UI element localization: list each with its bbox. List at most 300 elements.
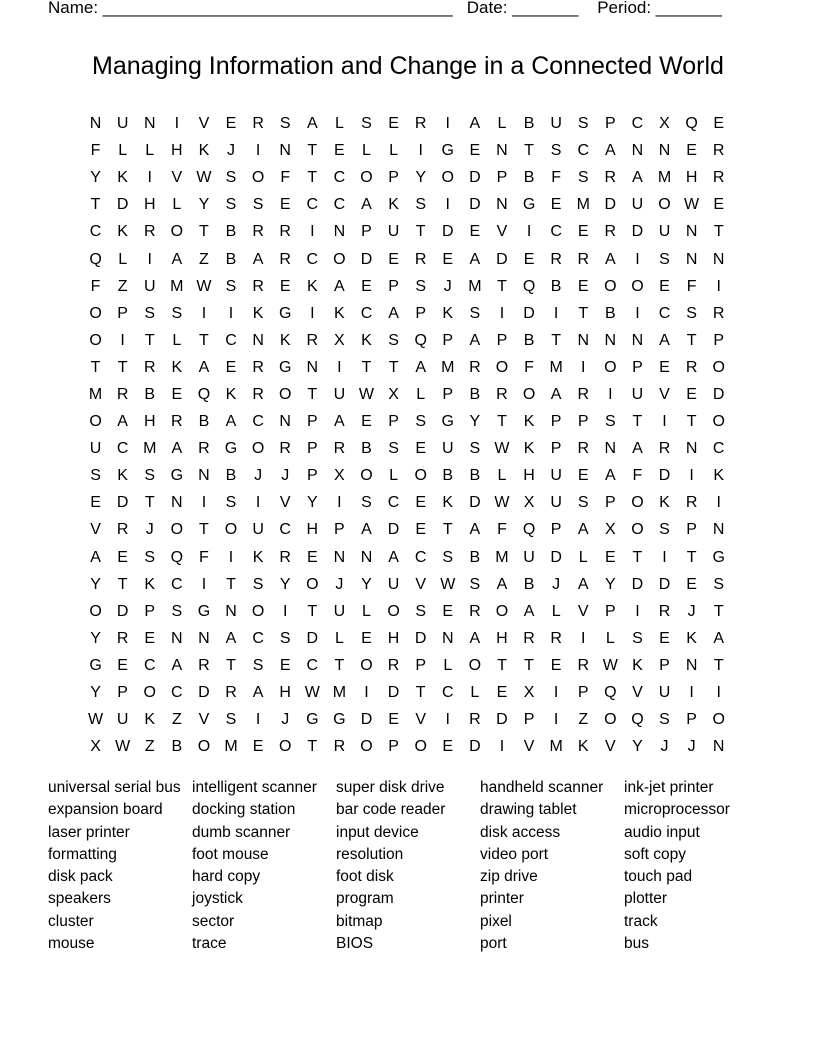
grid-letter: J [335, 575, 344, 593]
grid-letter: J [281, 711, 290, 729]
grid-letter: L [389, 467, 399, 485]
grid-letter: O [631, 277, 644, 295]
grid-letter: O [712, 413, 725, 431]
grid-letter: S [144, 467, 156, 485]
grid-letter: Q [89, 250, 102, 268]
grid-row [82, 462, 742, 489]
grid-letter: I [228, 548, 234, 566]
grid-letter: O [224, 521, 238, 539]
grid-letter: I [201, 304, 207, 322]
grid-letter: Y [90, 629, 101, 647]
grid-letter: D [550, 548, 562, 566]
grid-letter: D [441, 223, 454, 241]
grid-letter: I [662, 548, 667, 566]
word-list-item: cluster [48, 912, 94, 930]
grid-letter: H [143, 196, 156, 214]
grid-letter: K [713, 467, 725, 485]
grid-letter: C [116, 440, 129, 458]
grid-letter: E [442, 738, 454, 756]
grid-letter: E [117, 656, 128, 674]
grid-letter: R [469, 602, 481, 620]
grid-letter: U [658, 223, 671, 241]
grid-letter: A [604, 142, 616, 160]
grid-letter: Z [578, 711, 589, 729]
word-list-item: foot disk [336, 868, 394, 886]
grid-letter: B [442, 467, 454, 485]
grid-letter: T [199, 521, 209, 539]
grid-letter: M [495, 548, 509, 566]
grid-letter: R [658, 602, 671, 620]
grid-letter: E [686, 575, 697, 593]
grid-letter: I [499, 304, 505, 322]
word-column [192, 777, 336, 955]
grid-letter: O [631, 521, 644, 539]
grid-letter: A [252, 684, 264, 702]
grid-letter: E [577, 277, 589, 295]
grid-letter: L [362, 602, 371, 620]
word-list-item: laser printer [48, 823, 130, 841]
grid-letter: N [279, 142, 291, 160]
grid-letter: A [334, 413, 345, 431]
grid-row [82, 327, 742, 354]
grid-letter: N [360, 548, 373, 566]
grid-letter: N [252, 331, 264, 349]
grid-letter: O [495, 602, 509, 620]
grid-row [82, 218, 742, 245]
grid-letter: M [224, 738, 238, 756]
grid-letter: E [469, 142, 481, 160]
grid-letter: T [497, 413, 507, 431]
grid-letter: I [581, 629, 586, 647]
grid-letter: D [469, 169, 481, 187]
grid-letter: Y [604, 575, 616, 593]
grid-letter: P [713, 331, 725, 349]
grid-letter: T [415, 684, 426, 702]
grid-letter: A [171, 250, 183, 268]
grid-letter: R [279, 440, 291, 458]
grid-letter: A [604, 250, 616, 268]
grid-letter: S [144, 548, 156, 566]
word-list-item: disk pack [48, 868, 113, 886]
grid-letter: L [334, 629, 344, 647]
grid-letter: S [171, 602, 183, 620]
word-list-item: bitmap [336, 912, 383, 930]
grid-letter: C [658, 304, 671, 322]
grid-letter: O [89, 331, 102, 349]
grid-letter: A [577, 575, 589, 593]
grid-letter: E [117, 548, 128, 566]
grid-letter: E [550, 196, 562, 214]
grid-letter: P [388, 169, 399, 187]
grid-letter: S [388, 440, 399, 458]
grid-letter: I [689, 684, 694, 702]
grid-letter: S [415, 277, 426, 295]
grid-letter: D [414, 629, 427, 647]
grid-letter: N [631, 331, 644, 349]
grid-letter: R [604, 223, 617, 241]
grid-letter: R [496, 385, 508, 403]
grid-letter: D [469, 494, 481, 512]
grid-letter: T [361, 358, 372, 376]
word-list-item: mouse [48, 935, 95, 953]
grid-letter: H [523, 467, 535, 485]
grid-letter: S [659, 250, 670, 268]
grid-letter: V [659, 385, 670, 403]
grid-letter: V [523, 738, 535, 756]
grid-letter: H [685, 169, 698, 187]
grid-letter: I [553, 304, 559, 322]
grid-letter: R [279, 250, 291, 268]
grid-letter: O [251, 602, 265, 620]
grid-letter: V [171, 169, 183, 187]
grid-letter: P [577, 413, 589, 431]
grid-letter: J [443, 277, 452, 295]
grid-letter: B [225, 223, 237, 241]
grid-letter: E [252, 738, 264, 756]
grid-letter: T [226, 656, 236, 674]
grid-letter: Q [685, 115, 698, 133]
grid-letter: P [632, 358, 643, 376]
grid-letter: V [90, 521, 101, 539]
grid-letter: S [415, 602, 426, 620]
grid-letter: I [662, 413, 667, 431]
grid-letter: P [306, 467, 318, 485]
grid-letter: N [198, 629, 210, 647]
grid-letter: T [307, 602, 318, 620]
word-list-item: handheld scanner [480, 779, 604, 796]
word-list-item: input device [336, 823, 419, 841]
grid-letter: J [145, 521, 154, 539]
grid-letter: O [631, 494, 644, 512]
grid-letter: O [604, 277, 617, 295]
grid-letter: E [306, 548, 318, 566]
grid-letter: K [144, 711, 156, 729]
grid-letter: U [523, 548, 535, 566]
grid-letter: I [147, 169, 152, 187]
word-list-item: soft copy [624, 845, 687, 863]
grid-letter: A [496, 575, 508, 593]
grid-letter: D [712, 385, 725, 403]
grid-letter: D [360, 711, 373, 729]
grid-letter: R [143, 223, 156, 241]
grid-letter: D [360, 250, 373, 268]
grid-letter: N [658, 142, 671, 160]
grid-letter: S [632, 629, 643, 647]
grid-letter: O [441, 169, 454, 187]
grid-letter: R [306, 331, 319, 349]
grid-letter: P [361, 223, 372, 241]
grid-letter: Y [279, 575, 291, 593]
grid-letter: N [306, 358, 319, 376]
grid-letter: Y [632, 738, 643, 756]
grid-letter: T [307, 142, 318, 160]
grid-letter: I [526, 223, 532, 241]
word-column [480, 777, 624, 955]
grid-letter: Q [414, 331, 427, 349]
grid-letter: P [117, 684, 128, 702]
grid-letter: I [310, 223, 315, 241]
grid-letter: N [279, 413, 291, 431]
grid-letter: S [659, 521, 670, 539]
grid-letter: I [553, 684, 559, 702]
word-list-item: formatting [48, 845, 117, 863]
grid-letter: O [251, 169, 265, 187]
grid-letter: R [252, 223, 264, 241]
grid-letter: F [90, 142, 101, 160]
grid-letter: L [362, 142, 371, 160]
grid-letter: E [415, 440, 426, 458]
grid-letter: R [333, 440, 346, 458]
grid-letter: A [225, 629, 237, 647]
grid-letter: W [684, 196, 700, 214]
grid-letter: K [442, 304, 454, 322]
grid-letter: X [523, 684, 535, 702]
word-list-item: plotter [624, 890, 668, 908]
grid-letter: O [414, 738, 427, 756]
grid-letter: F [551, 169, 562, 187]
word-list-item: universal serial bus [48, 779, 181, 796]
grid-letter: S [388, 331, 399, 349]
grid-letter: P [144, 602, 156, 620]
grid-letter: S [550, 142, 562, 160]
word-list-item: port [480, 935, 507, 953]
grid-letter: Z [199, 250, 209, 268]
grid-letter: N [604, 440, 617, 458]
grid-letter: J [687, 738, 696, 756]
grid-letter: I [147, 250, 152, 268]
grid-letter: A [171, 440, 183, 458]
grid-letter: E [361, 413, 372, 431]
grid-letter: Y [90, 575, 101, 593]
grid-letter: K [144, 575, 156, 593]
grid-letter: I [120, 331, 125, 349]
grid-letter: R [198, 440, 210, 458]
grid-letter: U [550, 467, 562, 485]
grid-letter: D [496, 250, 508, 268]
grid-letter: O [360, 656, 373, 674]
word-list-item: pixel [480, 912, 512, 930]
grid-letter: R [577, 440, 590, 458]
grid-letter: E [469, 223, 481, 241]
word-list-item: foot mouse [192, 845, 269, 863]
grid-row [82, 137, 742, 164]
grid-letter: S [279, 115, 291, 133]
grid-letter: F [497, 521, 507, 539]
grid-letter: E [659, 629, 670, 647]
grid-letter: O [333, 250, 346, 268]
grid-letter: X [334, 467, 345, 485]
grid-letter: L [172, 196, 182, 214]
grid-letter: V [415, 575, 426, 593]
grid-letter: K [659, 494, 670, 512]
grid-letter: C [306, 196, 319, 214]
grid-letter: A [469, 521, 481, 539]
grid-letter: P [496, 169, 508, 187]
grid-letter: I [499, 738, 505, 756]
grid-letter: S [577, 494, 589, 512]
grid-letter: O [89, 602, 102, 620]
grid-letter: B [550, 277, 562, 295]
grid-letter: R [279, 223, 291, 241]
word-list-item: joystick [192, 890, 243, 908]
grid-letter: T [307, 738, 318, 756]
grid-letter: X [604, 521, 616, 539]
grid-letter: R [252, 358, 264, 376]
grid-letter: T [686, 331, 697, 349]
grid-letter: J [552, 575, 561, 593]
word-list-item: hard copy [192, 868, 261, 886]
grid-letter: K [361, 331, 372, 349]
grid-letter: A [90, 548, 101, 566]
grid-letter: T [144, 331, 155, 349]
grid-letter: R [252, 277, 264, 295]
grid-letter: B [523, 331, 535, 349]
grid-letter: Y [469, 413, 481, 431]
grid-letter: F [90, 277, 101, 295]
grid-letter: U [631, 196, 644, 214]
grid-letter: U [252, 521, 264, 539]
grid-letter: E [225, 358, 237, 376]
grid-letter: O [251, 440, 265, 458]
grid-letter: K [577, 738, 589, 756]
grid-letter: R [116, 385, 129, 403]
grid-letter: E [388, 250, 399, 268]
grid-letter: I [255, 711, 261, 729]
grid-letter: N [441, 629, 454, 647]
page-title: Managing Information and Change in a Connected World [92, 52, 724, 80]
grid-letter: I [228, 304, 234, 322]
grid-letter: L [497, 467, 507, 485]
grid-letter: R [712, 169, 725, 187]
grid-letter: C [414, 548, 427, 566]
word-search-grid [82, 110, 742, 760]
grid-letter: K [279, 331, 291, 349]
grid-letter: T [713, 602, 724, 620]
grid-letter: T [117, 358, 128, 376]
grid-letter: Y [90, 169, 101, 187]
grid-letter: T [632, 548, 643, 566]
grid-row [82, 706, 742, 733]
grid-letter: P [604, 115, 616, 133]
grid-letter: C [550, 223, 562, 241]
grid-letter: E [361, 629, 372, 647]
grid-letter: I [716, 494, 721, 512]
grid-letter: N [631, 142, 644, 160]
word-list-item: microprocessor [624, 801, 730, 819]
grid-letter: R [604, 169, 617, 187]
grid-letter: D [658, 575, 671, 593]
grid-letter: U [441, 440, 454, 458]
grid-letter: O [522, 385, 536, 403]
word-list-item: printer [480, 890, 524, 908]
grid-letter: U [658, 684, 671, 702]
header-fields: Name: _____________________________________ Date: _______ Period: _______ [48, 0, 722, 17]
grid-letter: S [361, 115, 372, 133]
grid-letter: N [712, 250, 725, 268]
grid-letter: W [358, 385, 375, 403]
grid-letter: E [388, 115, 399, 133]
grid-letter: X [388, 385, 399, 403]
grid-letter: A [306, 115, 318, 133]
grid-letter: P [496, 331, 508, 349]
grid-letter: K [225, 385, 237, 403]
grid-letter: V [198, 711, 210, 729]
grid-letter: S [577, 115, 589, 133]
grid-letter: T [686, 413, 697, 431]
grid-letter: B [604, 304, 616, 322]
grid-letter: L [443, 656, 453, 674]
grid-letter: H [143, 413, 156, 431]
grid-letter: X [659, 115, 670, 133]
grid-letter: O [170, 521, 184, 539]
grid-row [82, 544, 742, 571]
grid-letter: Z [117, 277, 128, 295]
grid-letter: V [279, 494, 291, 512]
word-list-item: drawing tablet [480, 801, 577, 819]
grid-letter: F [632, 467, 643, 485]
grid-letter: E [604, 548, 616, 566]
grid-letter: Q [522, 521, 536, 539]
grid-letter: E [659, 277, 670, 295]
grid-letter: C [225, 331, 237, 349]
grid-letter: A [550, 385, 562, 403]
grid-letter: P [388, 738, 399, 756]
word-column [336, 777, 480, 955]
grid-row [82, 300, 742, 327]
grid-row [82, 598, 742, 625]
grid-letter: A [117, 413, 128, 431]
grid-letter: S [225, 196, 237, 214]
grid-letter: A [469, 250, 481, 268]
grid-letter: M [332, 684, 347, 702]
grid-letter: I [689, 467, 694, 485]
grid-letter: K [686, 629, 697, 647]
grid-letter: P [388, 413, 399, 431]
grid-letter: O [712, 711, 725, 729]
grid-letter: A [469, 629, 481, 647]
grid-letter: E [334, 142, 345, 160]
grid-letter: S [225, 277, 237, 295]
grid-letter: O [143, 684, 156, 702]
grid-letter: L [145, 142, 155, 160]
grid-letter: E [90, 494, 101, 512]
grid-letter: O [360, 467, 373, 485]
word-column [48, 777, 192, 955]
grid-letter: I [445, 196, 450, 214]
grid-letter: P [306, 440, 318, 458]
grid-letter: U [387, 223, 400, 241]
grid-letter: G [333, 711, 346, 729]
grid-letter: V [198, 115, 210, 133]
grid-letter: O [278, 738, 292, 756]
grid-letter: B [469, 385, 481, 403]
grid-letter: U [631, 385, 644, 403]
grid-letter: D [523, 304, 535, 322]
grid-letter: P [442, 385, 454, 403]
grid-letter: T [497, 277, 507, 295]
grid-letter: I [608, 385, 613, 403]
grid-letter: C [387, 494, 400, 512]
grid-letter: V [577, 602, 589, 620]
grid-letter: A [632, 440, 643, 458]
grid-letter: M [657, 169, 672, 187]
grid-letter: R [712, 304, 725, 322]
grid-letter: R [279, 548, 291, 566]
grid-letter: T [199, 223, 209, 241]
grid-letter: T [713, 223, 724, 241]
grid-letter: I [553, 711, 559, 729]
grid-letter: P [604, 602, 616, 620]
